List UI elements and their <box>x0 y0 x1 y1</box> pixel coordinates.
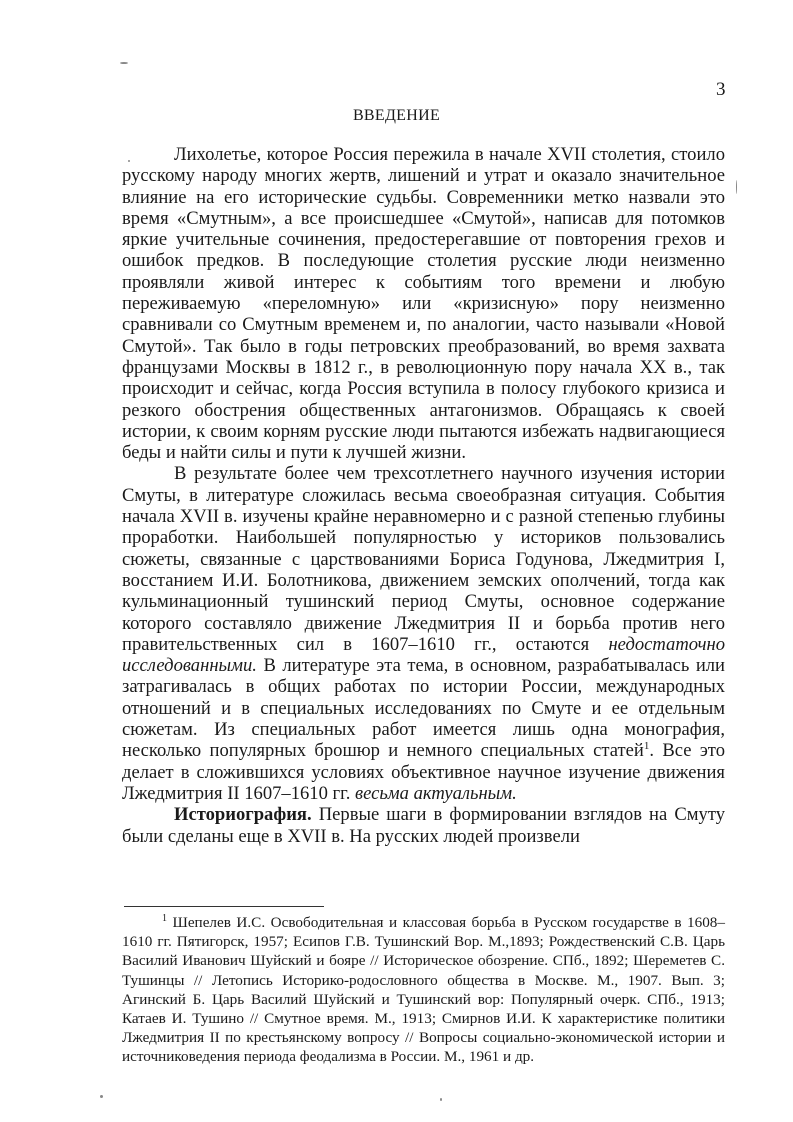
footnote-text: Шепелев И.С. Освободительная и классовая борьба в Русском государстве в 1608–1610 гг. Пятигорск, 1957; Есипов Г.В. Тушинский Вор. М.,1893; Рождественский С.В. Царь Василий Иванович Шуйский и бояре // Историческое обозрение. СПб., 1892; Шереметев С. Тушинцы // Летопись Историко-родословного общества в Москве. М., 1907. Вып. 3; Агинский Б. Царь Василий Шуйский и Тушинский вор: Популярный очерк. СПб., 1913; Катаев И. Тушино // Смутное время. М., 1913; Смирнов И.И. К характеристике политики Лжедмитрия II по крестьянскому вопросу // Вопросы социально-экономической истории и источниковедения периода феодализма в России. М., 1961 и др. <box>122 914 725 1066</box>
footnote-marker: 1 <box>162 912 167 924</box>
paragraph-historiography-state <box>122 463 725 804</box>
footnote <box>122 913 725 1067</box>
page-number: 3 <box>716 79 726 100</box>
scan-speck <box>120 62 128 64</box>
emphasis-text: весьма актуальным. <box>355 782 517 804</box>
scan-speck <box>736 180 737 194</box>
scan-speck <box>440 1098 442 1101</box>
emphasis-text: недостаточно исследованными. <box>122 633 725 677</box>
paragraph-text: Первые шаги в формировании взглядов на Смуту были сделаны еще в XVII в. На русских людей произвели <box>122 804 725 847</box>
scan-speck <box>128 160 130 162</box>
scan-speck <box>100 1095 103 1098</box>
paragraph-historiography <box>122 804 725 847</box>
footnote-divider <box>124 906 324 907</box>
main-text <box>122 144 725 847</box>
section-lead-bold: Историография. <box>174 804 312 826</box>
paragraph-intro: Лихолетье, которое Россия пережила в начале XVII столетия, стоило русскому народу многих жертв, лишений и утрат и оказало значительное влияние на его исторические судьбы. Современники метко назвали это время «Смутным», а все происшедшее «Смутой», написав для потомков яркие учительные сочинения, предостерегавшие от повторения грехов и ошибок предков. В последующие столетия русские люди неизменно проявляли живой интерес к событиям того времени и любую переживаемую «переломную» или «кризисную» пору неизменно сравнивали со Смутным временем и, по аналогии, часто называли «Новой Смутой». Так было в годы петровских преобразований, во время захвата французами Москвы в 1812 г., в революционную пору начала XX в., так происходит и сейчас, когда Россия вступила в полосу глубокого кризиса и резкого обострения общественных антагонизмов. Обращаясь к своей истории, к своим корням русские люди пытаются избежать надвигающиеся беды и найти силы и пути к лучшей жизни. <box>122 144 725 464</box>
page-title: ВВЕДЕНИЕ <box>352 107 441 124</box>
footnote-entry <box>122 913 725 1067</box>
paragraph-text: . Все это делает в сложившихся условиях объективное научное изучение движения Лжедмитрия II 1607–1610 гг. <box>122 740 725 804</box>
paragraph-text: В литературе эта тема, в основном, разрабатывалась или затрагивалась в общих работах по истории России, международных отношений и в специальных исследованиях по Смуте и ее отдельным сюжетам. Из специальных работ имеется лишь одна монография, несколько популярных брошюр и немного специальных статей <box>122 655 725 762</box>
paragraph-text: В результате более чем трехсотлетнего научного изучения истории Смуты, в литературе сложилась весьма своеобразная ситуация. События начала XVII в. изучены крайне неравномерно и с разной степенью глубины проработки. Наибольшей популярностью у историков пользовались сюжеты, связанные с царствованиями Бориса Годунова, Лжедмитрия I, восстанием И.И. Болотникова, движением земских ополчений, тогда как кульминационный тушинский период Смуты, основное содержание которого составляло движение Лжедмитрия II и борьба против него правительственных сил в 1607–1610 гг., остаются <box>122 463 725 655</box>
footnote-reference[interactable]: 1 <box>643 740 650 753</box>
